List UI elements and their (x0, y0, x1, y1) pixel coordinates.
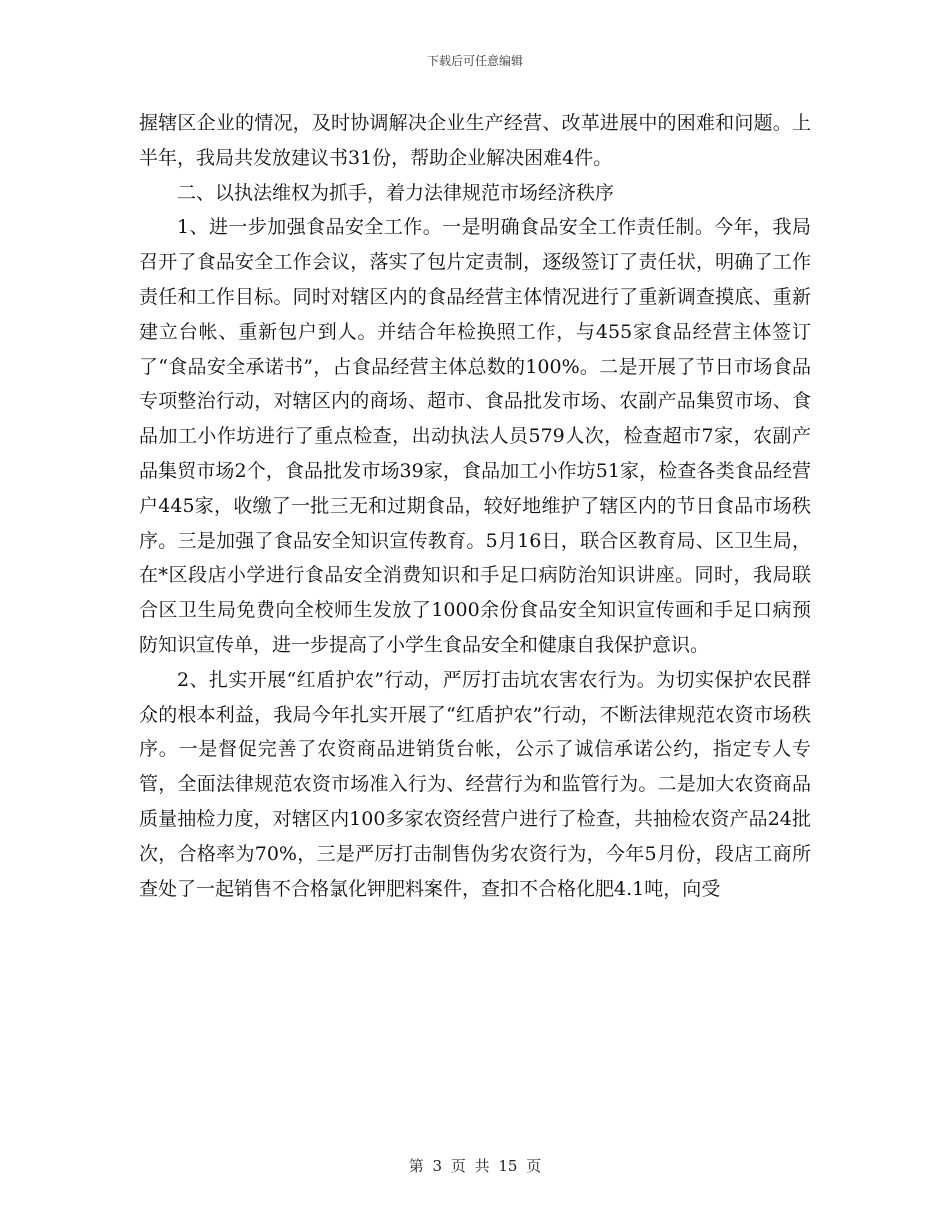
paragraph-red-shield: 2、扎实开展“红盾护农”行动，严厉打击坑农害农行为。为切实保护农民群众的根本利益，我局今年扎实开展了“红盾护农”行动，不断法律规范农资市场秩序。一是督促完善了农资商品进销货台帐，公示了诚信承诺公约，指定专人专管，全面法律规范农资市场准入行为、经营行为和监管行为。二是加大农资商品质量抽检力度，对辖区内100多家农资经营户进行了检查，共抽检农资产品24批次，合格率为70%，三是严厉打击制售伪劣农资行为，今年5月份，段店工商所查处了一起销售不合格氯化钾肥料案件，查扣不合格化肥4.1吨，向受 (139, 668, 811, 900)
paragraph-continuation: 握辖区企业的情况，及时协调解决企业生产经营、改革进展中的困难和问题。上半年，我局共发放建议书31份，帮助企业解决困难4件。 (139, 112, 811, 169)
page-header-note: 下载后可任意编辑 (426, 54, 523, 68)
section-heading: 二、以执法维权为抓手，着力法律规范市场经济秩序 (177, 181, 615, 204)
document-body (139, 106, 811, 906)
paragraph-food-safety: 1、进一步加强食品安全工作。一是明确食品安全工作责任制。今年，我局召开了食品安全工作会议，落实了包片定责制，逐级签订了责任状，明确了工作责任和工作目标。同时对辖区内的食品经营主体情况进行了重新调查摸底、重新建立台帐、重新包户到人。并结合年检换照工作，与455家食品经营主体签订了“食品安全承诺书”，占食品经营主体总数的100%。二是开展了节日市场食品专项整治行动，对辖区内的商场、超市、食品批发市场、农副产品集贸市场、食品加工小作坊进行了重点检查，出动执法人员579人次，检查超市7家，农副产品集贸市场2个，食品批发市场39家，食品加工小作坊51家，检查各类食品经营户445家，收缴了一批三无和过期食品，较好地维护了辖区内的节日食品市场秩序。三是加强了食品安全知识宣传教育。5月16日，联合区教育局、区卫生局，在*区段店小学进行食品安全消费知识和手足口病防治知识讲座。同时，我局联合区卫生局免费向全校师生发放了1000余份食品安全知识宣传画和手足口病预防知识宣传单，进一步提高了小学生食品安全和健康自我保护意识。 (139, 216, 811, 656)
page-number: 第 3 页 共 15 页 (408, 1157, 542, 1175)
